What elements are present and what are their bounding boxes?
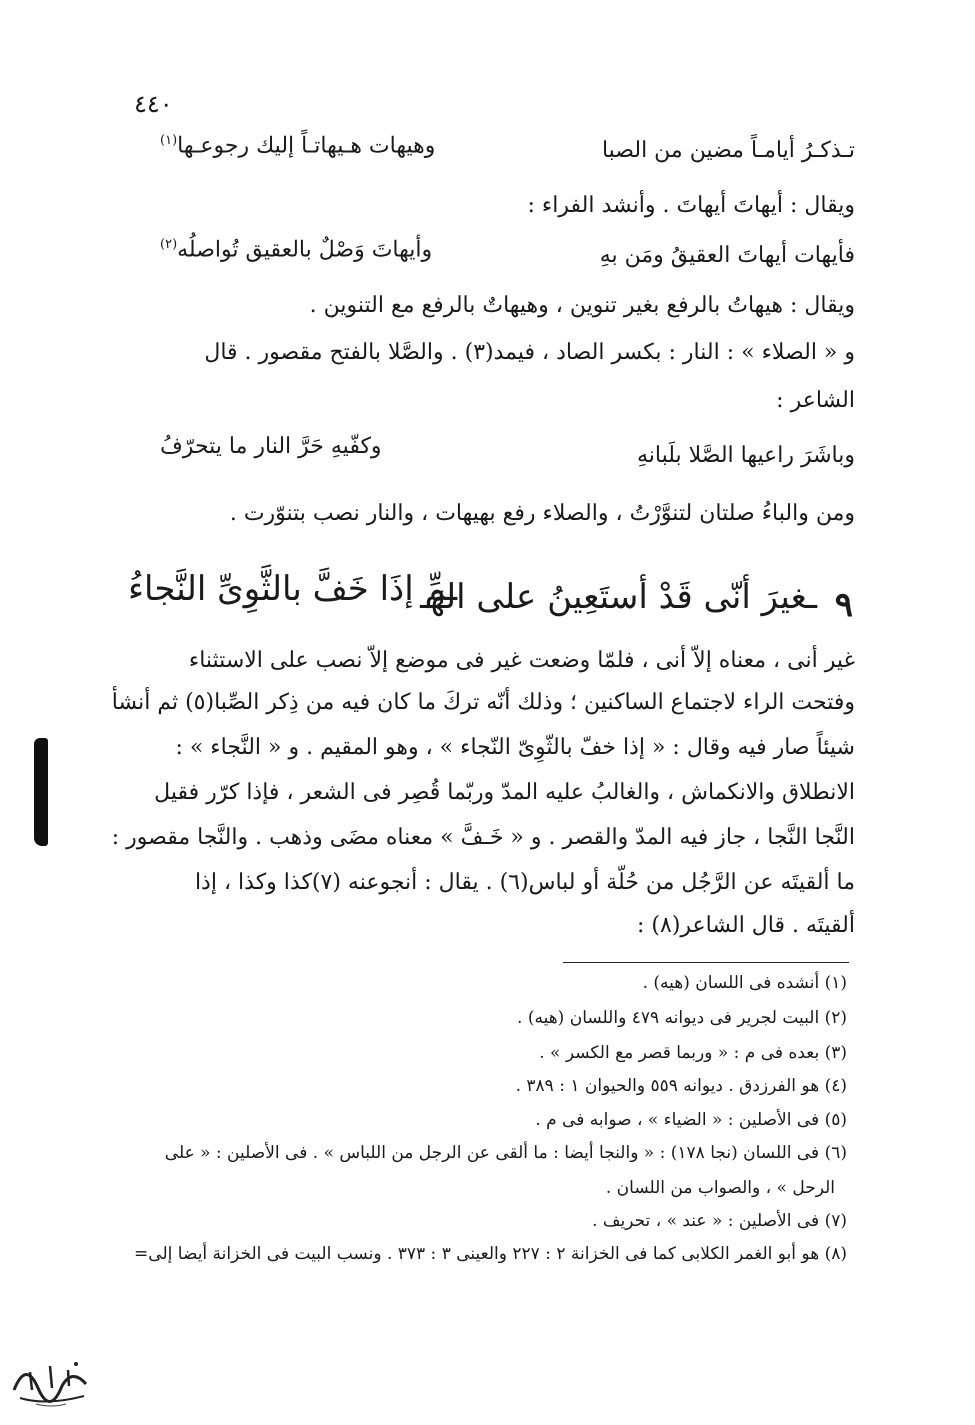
commentary-line-1: غير أنى ، معناه إلاّ أنى ، فلمّا وضعت غير فى موضع إلاّ نصب على الاستثناء bbox=[188, 648, 855, 673]
verse-number: ٩ bbox=[834, 585, 853, 625]
line-haihat: ويقال : هيهاتُ بالرفع بغير تنوين ، وهيهاتٌ بالرفع مع التنوين . bbox=[309, 293, 855, 318]
verse-2-hemistich-right: فأيهات أيهاتَ العقيقُ ومَن بهِ bbox=[599, 243, 855, 268]
verse-1-hemistich-right: تـذكـرُ أيامـاً مضين من الصبا bbox=[601, 138, 855, 163]
scan-edge-mark bbox=[34, 738, 48, 846]
main-verse-hemistich-left: ـمِّ إذَا خَفَّ بالثَّوِىِّ النَّجاءُ bbox=[128, 569, 458, 609]
commentary-line-3: شيئاً صار فيه وقال : « إذا خفّ بالثّوِىّ النّجاء » ، وهو المقيم . و « النَّجاء » : bbox=[175, 735, 855, 760]
footnote-divider bbox=[563, 962, 849, 963]
footnote-4: (٤) هو الفرزدق . ديوانه ٥٥٩ والحيوان ١ : ٣٨٩ . bbox=[515, 1076, 847, 1096]
verse-2-left-text: وأيهاتَ وَصْلٌ بالعقيق تُواصلُه bbox=[177, 237, 433, 263]
commentary-line-5: النَّجا النَّجا ، جاز فيه المدّ والقصر . و « خَـفَّ » معناه مضَى وذهب . والنَّجا مقصور : bbox=[111, 825, 855, 850]
footnote-5: (٥) فى الأصلين : « الضياء » ، صوابه فى م . bbox=[535, 1110, 847, 1130]
footnote-7: (٧) فى الأصلين : « عند » ، تحريف . bbox=[592, 1211, 847, 1231]
line-grammar-note: ومن والباءُ صلتان لتنوَّرْتُ ، والصلاء رفع بهيهات ، والنار نصب بتنوّرت . bbox=[229, 501, 855, 526]
verse-1-left-text: وهيهات هـيهاتـاً إليك رجوعـها bbox=[177, 133, 436, 159]
verse-3-hemistich-left: وكفّيهِ حَرَّ النار ما يتحرّفُ bbox=[160, 434, 382, 459]
footnote-6-continued: الرحل » ، والصواب من اللسان . bbox=[605, 1178, 835, 1198]
main-verse-hemistich-right: ـغيرَ أنّى قَدْ أستَعِينُ على الهَـ bbox=[420, 577, 817, 617]
calligraphy-stamp-logo bbox=[6, 1350, 96, 1410]
line-salaa: و « الصلاء » : النار : بكسر الصاد ، فيمد(٣) . والصَّلا بالفتح مقصور . قال bbox=[204, 340, 855, 365]
footnote-2: (٢) البيت لجرير فى ديوانه ٤٧٩ واللسان (هيه) . bbox=[517, 1008, 847, 1028]
verse-3-hemistich-right: وباشَرَ راعيها الصَّلا بلَبانهِ bbox=[636, 443, 855, 468]
footnote-8: (٨) هو أبو الغمر الكلابى كما فى الخزانة ٢ : ٢٢٧ والعينى ٣ : ٣٧٣ . ونسب البيت فى الخزانة أيضا إلى= bbox=[134, 1244, 847, 1264]
commentary-line-2: وفتحت الراء لاجتماع الساكنين ؛ وذلك أنّه تركَ ما كان فيه من ذِكر الصِّبا(٥) ثم أنشأ bbox=[111, 690, 855, 715]
line-shaer: الشاعر : bbox=[776, 388, 855, 413]
line-aihat: ويقال : أيهاتَ أيهاتَ . وأنشد الفراء : bbox=[527, 193, 855, 218]
commentary-line-7: ألقيتَه . قال الشاعر(٨) : bbox=[636, 913, 855, 938]
verse-2-hemistich-left bbox=[160, 238, 432, 261]
verse-1-hemistich-left bbox=[160, 134, 435, 157]
footnote-1: (١) أنشده فى اللسان (هيه) . bbox=[642, 973, 847, 993]
footnote-3: (٣) بعده فى م : « وربما قصر مع الكسر » . bbox=[539, 1043, 847, 1063]
footnote-ref-1: (١) bbox=[160, 133, 178, 148]
page-number: ٤٤٠ bbox=[134, 90, 173, 118]
commentary-line-4: الانطلاق والانكماش ، والغالبُ عليه المدّ وربّما قُصِر فى الشعر ، فإذا كرّر فقيل bbox=[154, 780, 855, 805]
footnote-ref-2: (٢) bbox=[160, 237, 178, 252]
commentary-line-6: ما ألقيتَه عن الرَّجُل من حُلّة أو لباس(٦) . يقال : أنجوعنه (٧)كذا وكذا ، إذا bbox=[194, 870, 855, 895]
footnote-6: (٦) فى اللسان (نجا ١٧٨) : « والنجا أيضا : ما ألقى عن الرجل من اللباس » . فى الأصلين : « على bbox=[164, 1143, 847, 1163]
